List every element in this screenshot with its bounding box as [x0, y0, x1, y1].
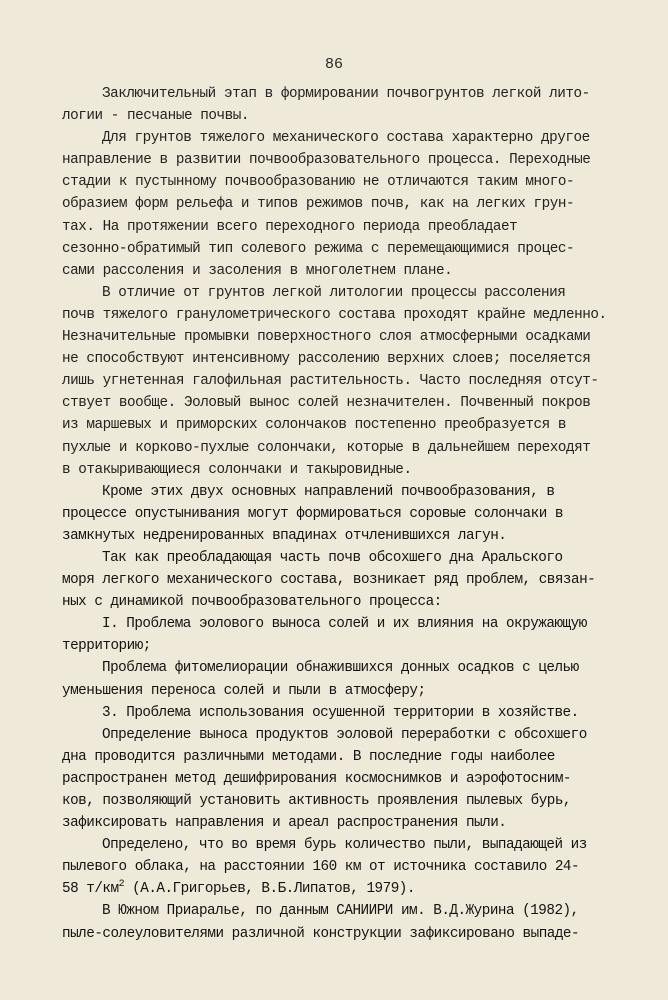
text-line: I. Проблема эолового выноса солей и их влияния на окружающую: [102, 616, 587, 633]
text-line: [62, 878, 632, 900]
text-line: дна проводится различными методами. В последние годы наиболее: [62, 748, 555, 765]
text-line: из маршевых и приморских солончаков постепенно преобразуется в: [62, 417, 567, 434]
text-line: почв тяжелого гранулометрического состава проходят крайне медленно.: [62, 306, 607, 323]
text-line: логии - песчаные почвы.: [62, 108, 249, 125]
text-line: ствует вообще. Эоловый вынос солей незначителен. Почвенный покров: [62, 395, 591, 412]
text-line: зафиксировать направления и ареал распространения пыли.: [62, 815, 507, 832]
text-line: моря легкого механического состава, возникает ряд проблем, связан-: [62, 572, 596, 589]
text-line: замкнутых недренированных впадинах отчленившихся лагун.: [62, 527, 507, 544]
text-line: Для грунтов тяжелого механического состава характерно другое: [102, 130, 590, 147]
superscript: 2: [118, 879, 125, 891]
text-line: Незначительные промывки поверхностного слоя атмосферными осадками: [62, 329, 591, 346]
text-line: распространен метод дешифрирования космоснимков и аэрофотосним-: [62, 770, 572, 787]
text-line: 3. Проблема использования осушенной территории в хозяйстве.: [102, 704, 579, 721]
text-line: сезонно-обратимый тип солевого режима с перемещающимися процес-: [62, 240, 575, 257]
text-line: Заключительный этап в формировании почвогрунтов легкой лито-: [102, 86, 590, 102]
text-line: В Южном Приаралье, по данным САНИИРИ им. В.Д.Журина (1982),: [102, 903, 579, 920]
text-line: направление в развитии почвообразовательного процесса. Переходные: [62, 152, 591, 169]
text-line: пылевого облака, на расстоянии 160 км от источника составило 24-: [62, 859, 580, 876]
text-line: пухлые и корково-пухлые солончаки, которые в дальнейшем переходят: [62, 439, 591, 456]
text-line: ных с динамикой почвообразовательного процесса:: [62, 594, 442, 611]
text-line: пыле-солеуловителями различной конструкции зафиксировано выпаде-: [62, 925, 580, 942]
text-line: лишь угнетенная галофильная растительность. Часто последняя отсут-: [62, 373, 599, 390]
text-line: Определено, что во время бурь количество пыли, выпадающей из: [102, 837, 587, 854]
text-line: Кроме этих двух основных направлений почвообразования, в: [102, 483, 555, 500]
text-line: тах. На протяжении всего переходного периода преобладает: [62, 218, 518, 235]
text-line: в отакыривающиеся солончаки и такыровидные.: [62, 461, 412, 478]
text-line: не способствуют интенсивному рассолению верхних слоев; поселяется: [62, 351, 591, 368]
text-line: сами рассоления и засоления в многолетнем плане.: [62, 262, 453, 279]
text-line-main: 58 т/км: [62, 881, 119, 898]
text-line: уменьшения переноса солей и пыли в атмосферу;: [62, 682, 426, 699]
text-line: Проблема фитомелиорации обнажившихся донных осадков с целью: [102, 660, 579, 677]
text-line: территорию;: [62, 638, 151, 655]
text-line: В отличие от грунтов легкой литологии процессы рассоления: [102, 284, 566, 301]
text-line-rest: (А.А.Григорьев, В.Б.Липатов, 1979).: [124, 881, 415, 898]
body-text: [62, 83, 632, 945]
text-line: процессе опустынивания могут формироваться соровые солончаки в: [62, 505, 563, 522]
page-number: 86: [324, 56, 343, 73]
text-line: ков, позволяющий установить активность проявления пылевых бурь,: [62, 793, 572, 809]
text-line: стадии к пустынному почвообразованию не отличаются таким много-: [62, 174, 575, 191]
text-line: Так как преобладающая часть почв обсохшего дна Аральского: [102, 549, 563, 566]
text-line: Определение выноса продуктов эоловой переработки с обсохшего: [102, 726, 587, 743]
text-line: образием форм рельефа и типов режимов почв, как на легких грун-: [62, 196, 575, 213]
